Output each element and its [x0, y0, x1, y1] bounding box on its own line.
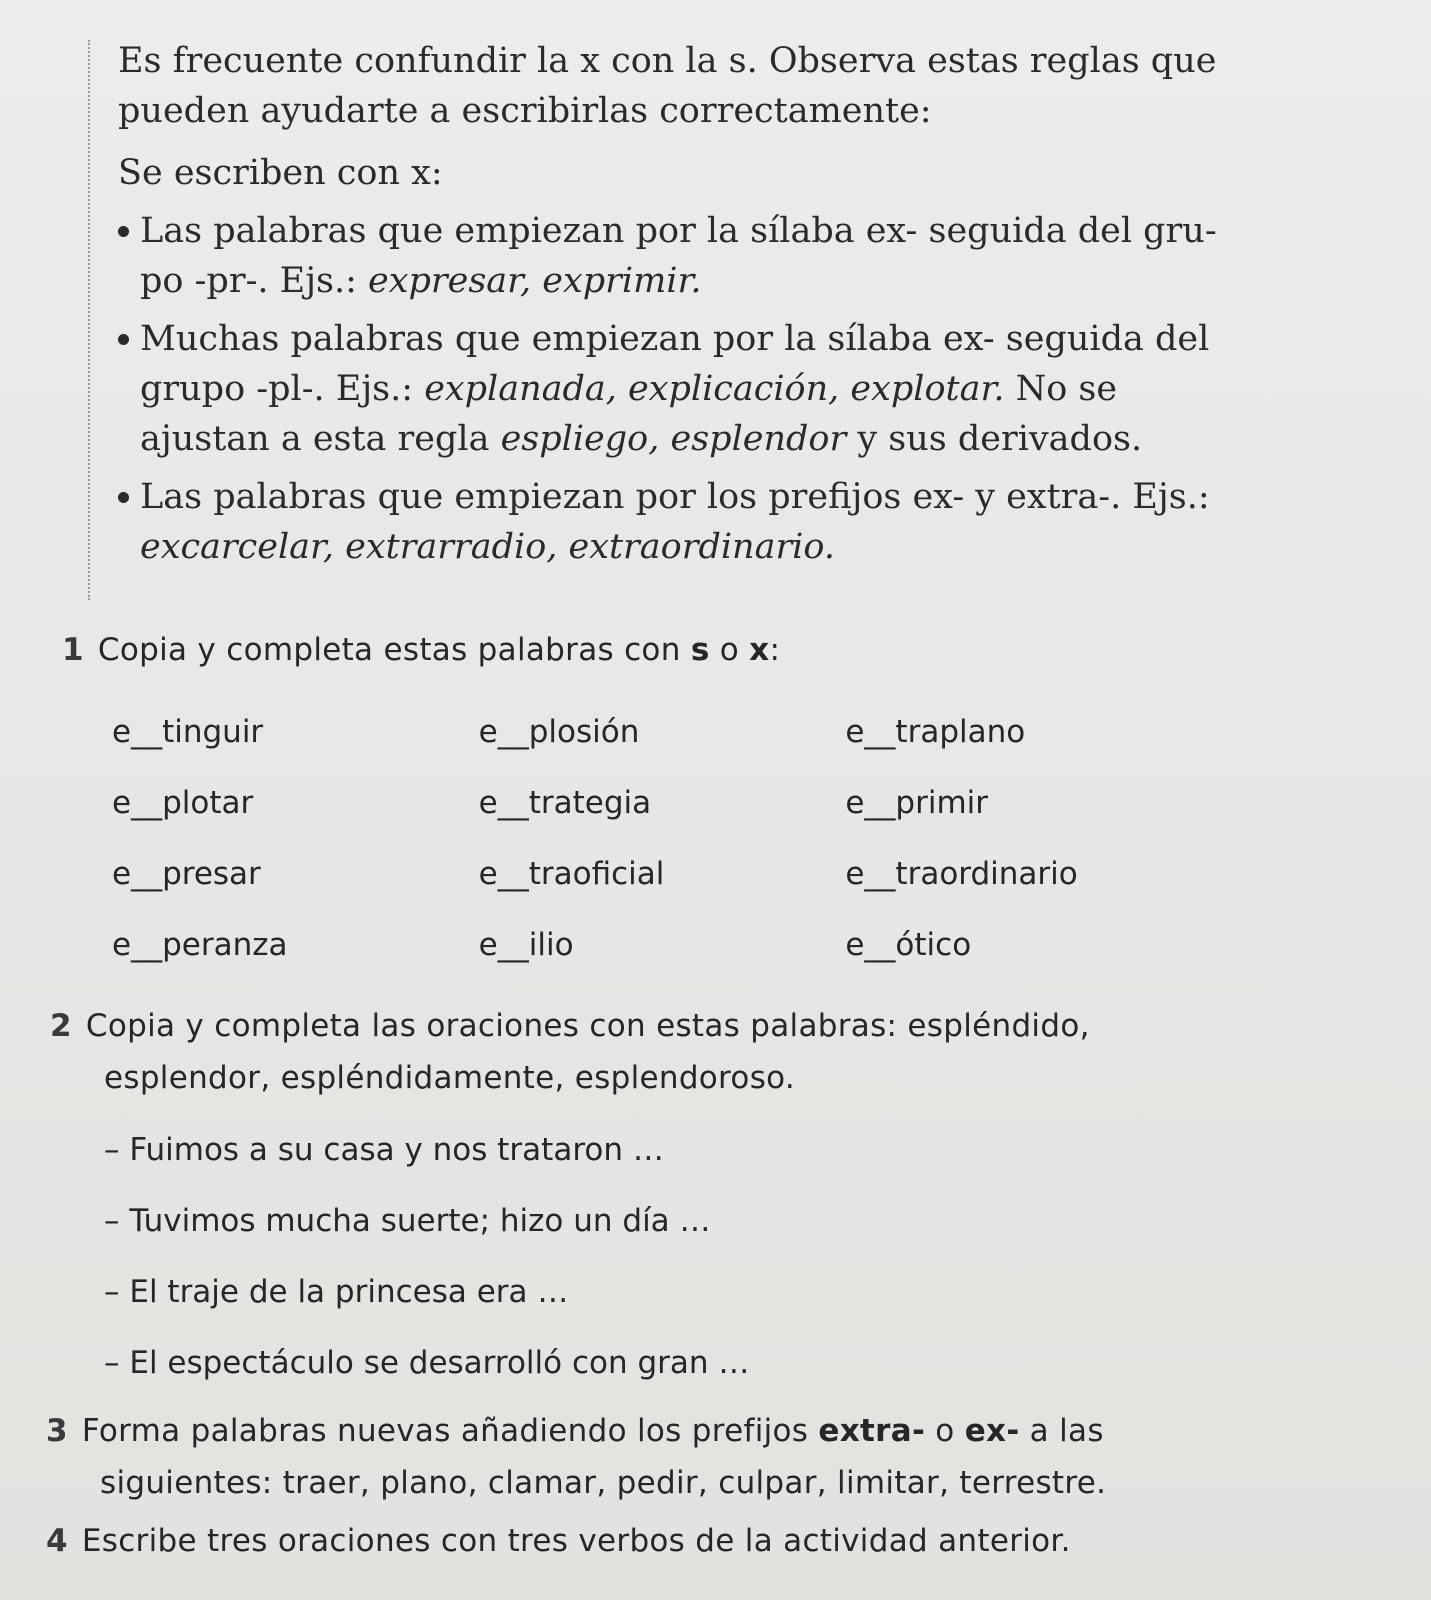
word-blank: e__traoficial [478, 855, 665, 892]
rule-examples: expresar, exprimir. [368, 261, 702, 301]
sentence-item: – El traje de la princesa era … [104, 1274, 569, 1310]
rule-item [118, 314, 1218, 464]
sentence-item: – Tuvimos mucha suerte; hizo un día … [104, 1203, 711, 1239]
exercise-number: 3 [46, 1413, 68, 1449]
rules-intro: Es frecuente confundir la x con la s. Observa estas reglas que pueden ayudarte a escribirlas correctamente: [118, 41, 1217, 131]
letter-x: x [749, 632, 770, 668]
rule-examples: excarcelar, extrarradio, extraordinario. [140, 527, 835, 567]
or-text: o [709, 632, 750, 668]
word-blank: e__peranza [112, 926, 288, 963]
exercise-2-line-1: Copia y completa las oraciones con estas palabras: espléndido, [85, 1008, 1090, 1044]
rule-examples: explanada, explicación, explotar. [424, 369, 1005, 409]
colon: : [769, 632, 781, 668]
rule-note: No se ajustan a esta regla [140, 369, 1118, 459]
exercise-3-text-c: a las [1019, 1413, 1104, 1449]
word-blank: e__traplano [845, 713, 1026, 750]
exercise-number: 4 [46, 1523, 68, 1559]
sentence-item: – Fuimos a su casa y nos trataron … [104, 1132, 664, 1168]
word-blank: e__plotar [112, 784, 254, 821]
rule-text: Muchas palabras que empiezan por la sílaba ex- seguida del grupo -pl-. Ejs.: [140, 319, 1210, 409]
rule-tail: y sus derivados. [846, 419, 1143, 459]
word-row [112, 696, 1212, 767]
exercise-1-text: Copia y completa estas palabras con [97, 632, 691, 668]
sentence-list [104, 1115, 749, 1399]
word-grid [112, 696, 1212, 980]
exercise-4-text: Escribe tres oraciones con tres verbos de la actividad anterior. [81, 1523, 1071, 1559]
exercise-3-line-2: siguientes: traer, plano, clamar, pedir, culpar, limitar, terrestre. [100, 1465, 1107, 1501]
exercise-3-text-b: o [925, 1413, 965, 1449]
rules-list [118, 206, 1218, 572]
letter-s: s [690, 632, 710, 668]
word-blank: e__primir [845, 784, 989, 821]
rule-item [118, 472, 1218, 572]
rule-item [118, 206, 1218, 306]
word-blank: e__traordinario [845, 855, 1078, 892]
word-row [112, 838, 1212, 909]
exercise-3-instruction [46, 1405, 1246, 1509]
word-blank: e__ótico [845, 926, 972, 963]
exercise-2-line-2: esplendor, espléndidamente, esplendoroso. [104, 1060, 796, 1096]
exercise-4-instruction [46, 1523, 1071, 1559]
prefix-ex: ex- [964, 1413, 1020, 1449]
rule-exceptions: espliego, esplendor [500, 419, 847, 459]
word-blank: e__ilio [478, 926, 574, 963]
spelling-rules-box [118, 36, 1218, 580]
word-blank: e__presar [112, 855, 261, 892]
rule-text: Las palabras que empiezan por la sílaba ex- seguida del gru-po -pr-. Ejs.: [140, 211, 1217, 301]
rules-heading: Se escriben con x: [118, 153, 443, 193]
word-row [112, 909, 1212, 980]
exercise-1-instruction [62, 632, 780, 668]
exercise-number: 1 [62, 632, 84, 668]
exercise-number: 2 [50, 1008, 72, 1044]
margin-dotted-line [88, 40, 94, 600]
word-blank: e__trategia [478, 784, 652, 821]
word-row [112, 767, 1212, 838]
word-blank: e__plosión [478, 713, 640, 750]
rule-text: Las palabras que empiezan por los prefijos ex- y extra-. Ejs.: [140, 477, 1210, 517]
word-blank: e__tinguir [112, 713, 264, 750]
sentence-item: – El espectáculo se desarrolló con gran … [104, 1345, 750, 1381]
prefix-extra: extra- [818, 1413, 926, 1449]
exercise-2-instruction [50, 1000, 1230, 1104]
exercise-3-text-a: Forma palabras nuevas añadiendo los prefijos [81, 1413, 819, 1449]
